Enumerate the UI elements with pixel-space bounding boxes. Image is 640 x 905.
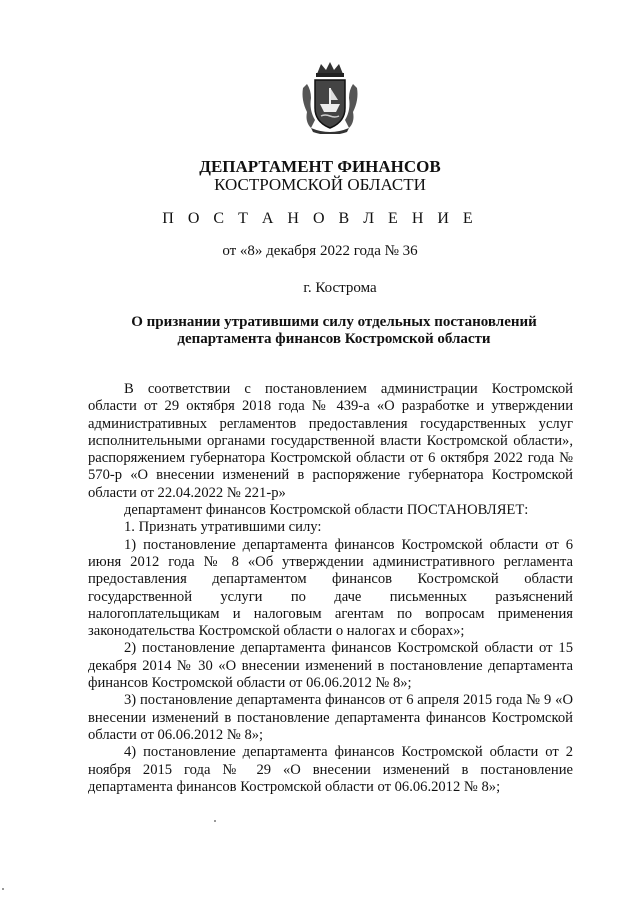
scan-speck [214, 820, 216, 822]
scan-speck [2, 888, 4, 890]
city: г. Кострома [303, 280, 377, 296]
subject-line-2: департамента финансов Костромской области [177, 331, 491, 347]
date-and-number: от «8» декабря 2022 года № 36 [222, 243, 418, 259]
item-1-paragraph: 1. Признать утратившими силу: [124, 519, 322, 536]
subject-line-1: О признании утратившими силу отдельных постановлений [131, 314, 537, 330]
preamble-paragraph: В соответствии с постановлением администрации Костромской области от 29 октября 2018 года № 439-а «О разработке и утверждении административных регламентов предоставления государственных услуг исполнительными органами государственной власти Костромской области», распоряжением губернатора Костромской области от 6 октября 2022 года № 570-р «О внесении изменений в распоряжение губернатора Костромской области от 22.04.2022 № 221-р» [88, 381, 573, 501]
document-body [88, 381, 573, 796]
department-name: ДЕПАРТАМЕНТ ФИНАНСОВ [199, 157, 441, 176]
subitem-1-paragraph: 1) постановление департамента финансов Костромской области от 6 июня 2012 года № 8 «Об утверждении административного регламента предоставления департаментом финансов Костромской области государственной услуги по даче письменных разъяснений налогоплательщикам и налоговым агентам по вопросам применения законодательства Костромской области о налогах и сборах»; [88, 536, 573, 640]
subitem-2-paragraph: 2) постановление департамента финансов Костромской области от 15 декабря 2014 № 30 «О внесении изменений в постановление департамента финансов Костромской области от 06.06.2012 № 8»; [88, 640, 573, 692]
subitem-4-paragraph: 4) постановление департамента финансов Костромской области от 2 ноября 2015 года № 29 «О внесении изменений в постановление департамента финансов Костромской области от 06.06.2012 № 8»; [88, 744, 573, 795]
resolves-paragraph: департамент финансов Костромской области ПОСТАНОВЛЯЕТ: [124, 502, 529, 519]
coat-of-arms-icon [299, 60, 361, 134]
subitem-3-paragraph: 3) постановление департамента финансов от 6 апреля 2015 года № 9 «О внесении изменений в постановление департамента финансов Костромской области от 06.06.2012 № 8»; [88, 692, 573, 743]
region-name: КОСТРОМСКОЙ ОБЛАСТИ [214, 175, 426, 194]
document-type: П О С Т А Н О В Л Е Н И Е [162, 210, 478, 227]
